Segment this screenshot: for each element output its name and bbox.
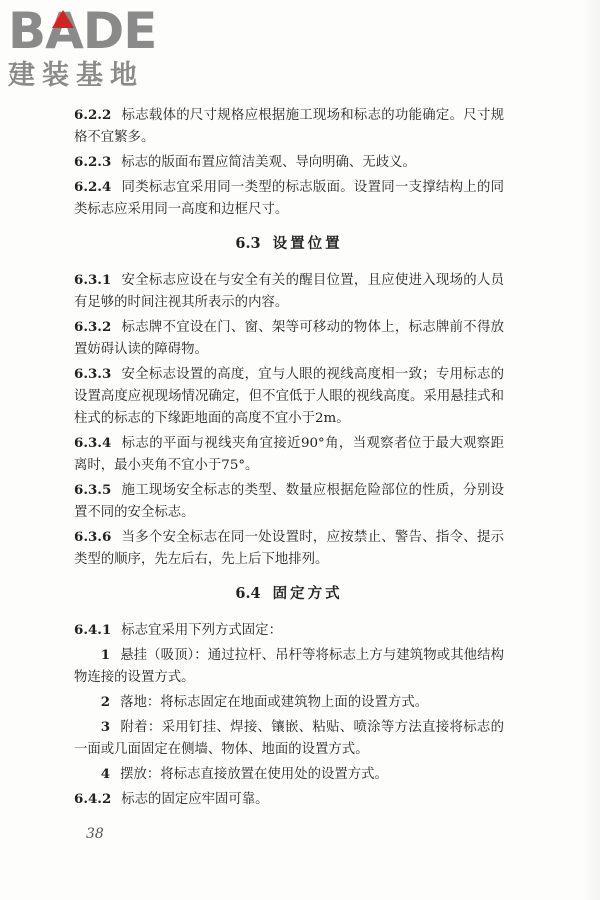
clause-number: 6.4.2 bbox=[74, 791, 112, 807]
list-item bbox=[74, 763, 504, 786]
clause-number: 6.2.3 bbox=[74, 154, 112, 170]
page-number: 38 bbox=[86, 826, 104, 842]
clause-text: 标志的平面与视线夹角宜接近90°角，当观察者位于最大观察距离时，最小夹角不宜小于75°。 bbox=[74, 436, 504, 473]
list-item-number: 1 bbox=[100, 647, 111, 663]
clause-paragraph bbox=[74, 526, 504, 571]
logo-word-text: BADE bbox=[8, 2, 157, 60]
clause-number: 6.3.2 bbox=[74, 319, 112, 335]
logo-accent-triangle-icon bbox=[52, 10, 74, 28]
clause-number: 6.3.4 bbox=[74, 435, 112, 451]
clause-paragraph bbox=[74, 316, 504, 361]
clause-paragraph bbox=[74, 151, 504, 174]
clause-paragraph bbox=[74, 788, 504, 811]
section-heading bbox=[74, 583, 504, 605]
clause-number: 6.2.2 bbox=[74, 107, 112, 123]
list-item bbox=[74, 644, 504, 689]
clause-text: 标志载体的尺寸规格应根据施工现场和标志的功能确定。尺寸规格不宜繁多。 bbox=[74, 108, 504, 145]
clause-number: 6.3.3 bbox=[74, 366, 112, 382]
page-edge-shadow bbox=[582, 0, 600, 900]
clause-text: 标志宜采用下列方式固定： bbox=[121, 623, 282, 638]
clause-paragraph bbox=[74, 479, 504, 524]
clause-text: 标志的固定应牢固可靠。 bbox=[121, 792, 269, 807]
clause-text: 安全标志应设在与安全有关的醒目位置，且应使进入现场的人员有足够的时间注视其所表示的内容。 bbox=[74, 273, 504, 310]
clause-paragraph bbox=[74, 176, 504, 221]
list-item bbox=[74, 691, 504, 714]
clause-text: 标志牌不宜设在门、窗、架等可移动的物体上，标志牌前不得放置妨碍认读的障碍物。 bbox=[74, 320, 504, 357]
clause-number: 6.3.5 bbox=[74, 482, 112, 498]
clause-text: 施工现场安全标志的类型、数量应根据危险部位的性质，分别设置不同的安全标志。 bbox=[74, 483, 504, 520]
list-item-text: 摆放：将标志直接放置在使用处的设置方式。 bbox=[120, 767, 388, 782]
list-item-text: 附着：采用钉挂、焊接、镶嵌、粘贴、喷涂等方法直接将标志的一面或几面固定在侧墙、物体、地面的设置方式。 bbox=[74, 720, 504, 757]
document-body bbox=[74, 104, 504, 813]
logo-word bbox=[8, 2, 178, 60]
clause-number: 6.4.1 bbox=[74, 622, 112, 638]
clause-paragraph bbox=[74, 432, 504, 477]
clause-paragraph bbox=[74, 619, 504, 642]
clause-number: 6.3.6 bbox=[74, 529, 112, 545]
section-heading-title: 固定方式 bbox=[272, 585, 343, 602]
list-item bbox=[74, 716, 504, 761]
list-item-text: 落地：将标志固定在地面或建筑物上面的设置方式。 bbox=[120, 695, 429, 710]
section-heading-number: 6.4 bbox=[235, 585, 261, 602]
clause-text: 标志的版面布置应简洁美观、导向明确、无歧义。 bbox=[121, 155, 416, 170]
clause-number: 6.2.4 bbox=[74, 179, 112, 195]
logo-subtitle: 建装基地 bbox=[8, 60, 144, 91]
section-heading-title: 设置位置 bbox=[272, 235, 343, 252]
watermark-logo bbox=[8, 2, 178, 91]
clause-number: 6.3.1 bbox=[74, 272, 112, 288]
list-item-number: 2 bbox=[100, 694, 111, 710]
list-item-number: 4 bbox=[100, 766, 111, 782]
section-heading-number: 6.3 bbox=[235, 235, 261, 252]
list-item-text: 悬挂（吸顶）：通过拉杆、吊杆等将标志上方与建筑物或其他结构物连接的设置方式。 bbox=[74, 648, 504, 685]
clause-paragraph bbox=[74, 104, 504, 149]
clause-text: 当多个安全标志在同一处设置时，应按禁止、警告、指令、提示类型的顺序，先左后右，先上后下地排列。 bbox=[74, 530, 504, 567]
clause-paragraph bbox=[74, 269, 504, 314]
clause-paragraph bbox=[74, 363, 504, 430]
list-item-number: 3 bbox=[100, 719, 111, 735]
clause-text: 安全标志设置的高度，宜与人眼的视线高度相一致；专用标志的设置高度应视现场情况确定，但不宜低于人眼的视线高度。采用悬挂式和柱式的标志的下缘距地面的高度不宜小于2m。 bbox=[74, 367, 504, 426]
section-heading bbox=[74, 233, 504, 255]
clause-text: 同类标志宜采用同一类型的标志版面。设置同一支撑结构上的同类标志应采用同一高度和边框尺寸。 bbox=[74, 180, 504, 217]
